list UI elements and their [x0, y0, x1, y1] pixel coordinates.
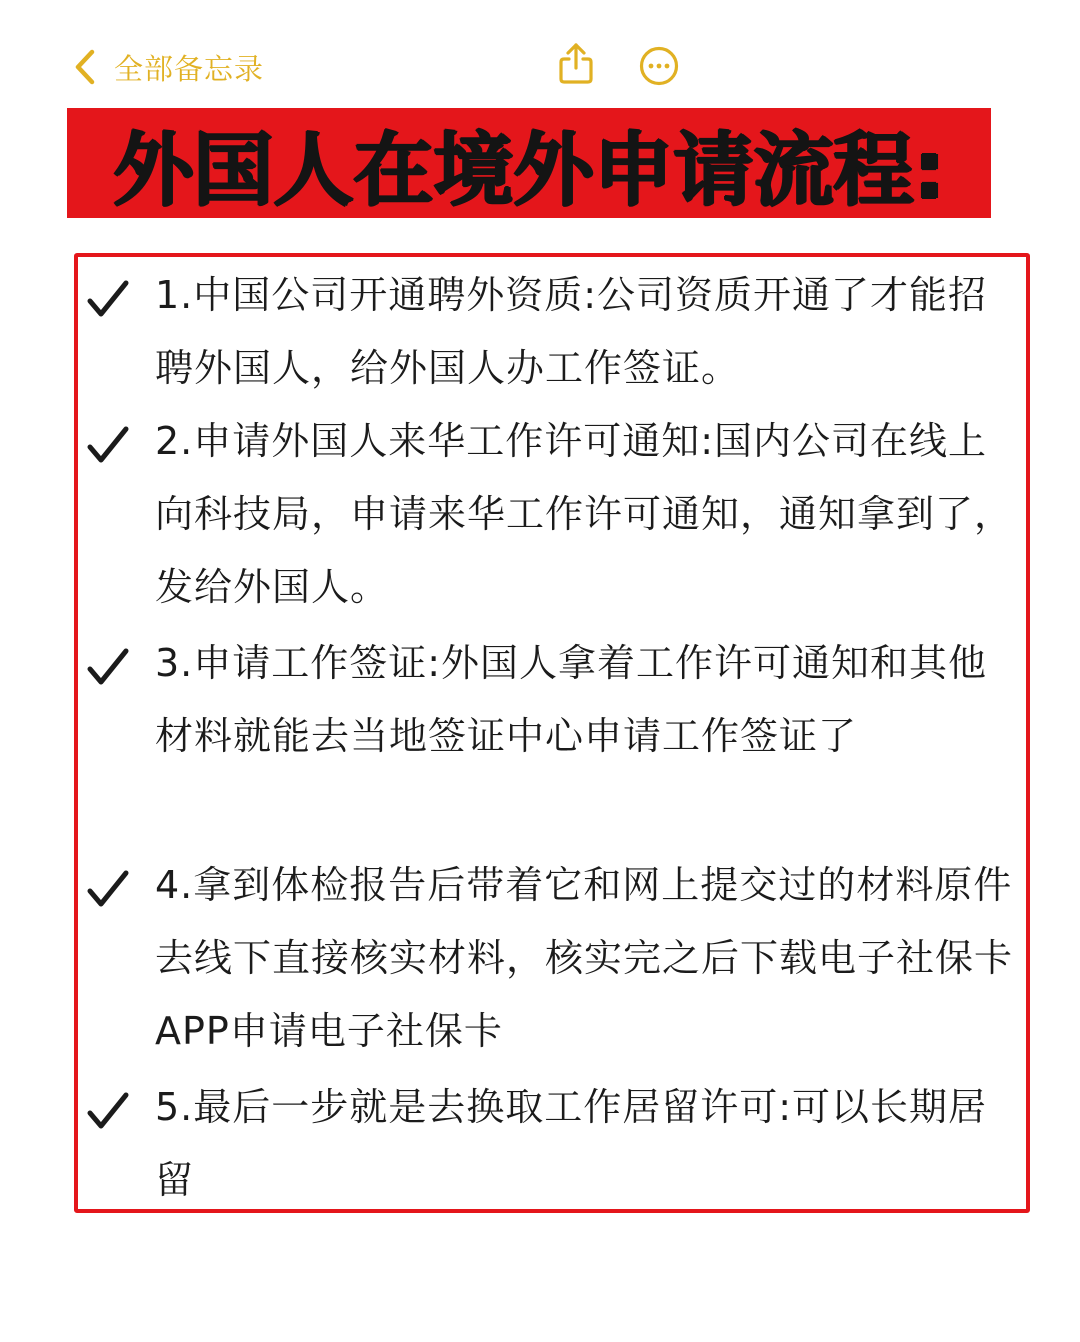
checkmark-icon — [86, 423, 130, 467]
heading-banner — [67, 108, 991, 218]
step-text: 5.最后一步就是去换取工作居留许可:可以长期居留 — [155, 1085, 988, 1202]
checkmark-icon — [86, 867, 130, 911]
step-text: 4.拿到体检报告后带着它和网上提交过的材料原件去线下直接核实材料，核实完之后下载电子社保卡APP申请电子社保卡 — [155, 863, 1014, 1053]
share-icon — [556, 42, 596, 86]
page-title: 外国人在境外申请流程: — [113, 123, 945, 217]
step-text: 3.申请工作签证:外国人拿着工作许可通知和其他材料就能去当地签证中心申请工作签证了 — [155, 641, 988, 758]
checkmark-icon — [86, 277, 130, 321]
more-icon — [638, 45, 680, 87]
steps-card — [74, 253, 1030, 1213]
step-text: 1.中国公司开通聘外资质:公司资质开通了才能招聘外国人，给外国人办工作签证。 — [155, 273, 988, 390]
step-text: 2.申请外国人来华工作许可通知:国内公司在线上向科技局，申请来华工作许可通知，通知拿到了，发给外国人。 — [155, 419, 1014, 609]
share-button[interactable] — [556, 42, 596, 90]
chevron-left-icon — [74, 49, 96, 85]
checkmark-icon — [86, 1089, 130, 1133]
back-label: 全部备忘录 — [114, 51, 265, 86]
back-button[interactable] — [74, 44, 264, 90]
checkmark-icon — [86, 645, 130, 689]
more-button[interactable] — [638, 45, 680, 91]
